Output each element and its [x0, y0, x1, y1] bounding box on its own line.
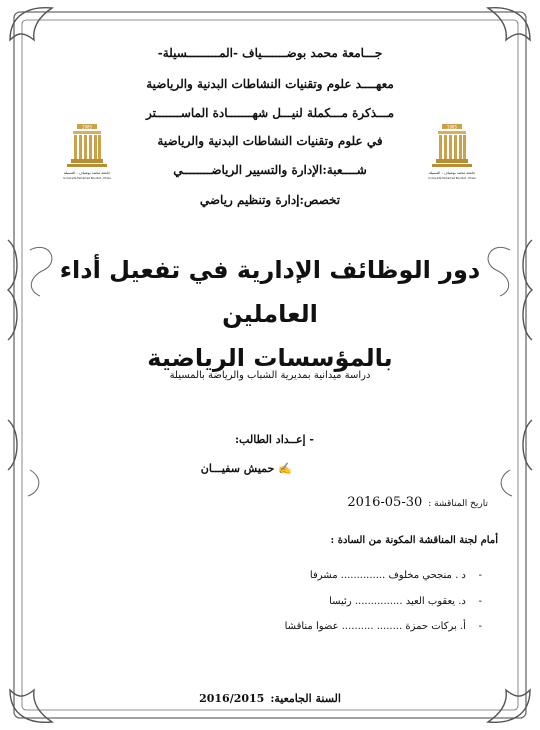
member-dots: ..............: [340, 570, 386, 581]
university-logo-left: [63, 122, 111, 188]
department-line: شــــعبة:الإدارة والتسيير الرياضــــــــي: [173, 163, 367, 177]
member-name: د. يعقوب العيد: [405, 596, 466, 607]
thesis-title-line-2: بالمؤسسات الرياضية: [147, 344, 393, 372]
study-subtitle: دراسة ميدانية بمديرية الشباب والرياضة بالمسيلة: [169, 370, 371, 381]
thesis-degree-line: مـــذكرة مـــكملة لنيـــل شهـــــــادة الماســـــــتر: [145, 106, 395, 120]
academic-year-value: 2016/2015: [199, 692, 265, 705]
member-role: مشرفا: [309, 570, 338, 581]
student-name: حميش سفيـــان: [200, 462, 275, 475]
specialty-line: تخصص:إدارة وتنظيم رياضي: [199, 193, 341, 207]
thesis-title-line-1: دور الوظائف الإدارية في تفعيل أداء العاملين: [59, 256, 481, 328]
svg-text:Université Mohamed Boudiaf - M: Université Mohamed Boudiaf - M'sila: [428, 177, 476, 180]
defense-date-value: 2016-05-30: [347, 495, 423, 510]
student-row: [201, 462, 292, 475]
svg-text:1985: 1985: [81, 124, 93, 130]
academic-year-row: [0, 692, 540, 705]
committee-heading: أمام لجنة المناقشة المكونة من السادة :: [330, 535, 498, 546]
thesis-field-line: في علوم وتقنيات النشاطات البدنية والرياضية: [157, 134, 383, 148]
member-dots: ...............: [354, 596, 403, 607]
committee-member: - أ. بركات حمزة ........ .......... عضوا مناقشا: [284, 621, 482, 632]
svg-text:جامعة محمد بوضياف - المسيلة: جامعة محمد بوضياف - المسيلة: [428, 171, 476, 175]
student-label: - إعــداد الطالب:: [234, 433, 314, 446]
thesis-title: [20, 248, 520, 380]
member-name: أ. بركات حمزة: [405, 621, 466, 632]
academic-year-label: السنة الجامعية:: [270, 692, 341, 705]
committee-member: - د. يعقوب العيد ............... رئيسا: [329, 596, 482, 607]
member-role: رئيسا: [329, 596, 352, 607]
defense-date-label: تاريخ المناقشة :: [428, 499, 488, 509]
svg-text:جامعة محمد بوضياف - المسيلة: جامعة محمد بوضياف - المسيلة: [63, 171, 111, 175]
university-logo-right: [428, 122, 476, 188]
defense-date-row: [347, 495, 488, 510]
pen-icon: ✍: [278, 462, 292, 475]
institute-name: معهــــد علوم وتقنيات النشاطات البدنية والرياضية: [146, 77, 394, 91]
svg-text:Université Mohamed Boudiaf - M: Université Mohamed Boudiaf - M'sila: [63, 177, 111, 180]
member-name: د . منجحي مخلوف: [388, 570, 466, 581]
member-dots: ........ ..........: [341, 621, 403, 632]
committee-member: - د . منجحي مخلوف .............. مشرفا: [309, 570, 482, 581]
svg-text:1985: 1985: [446, 124, 458, 130]
member-role: عضوا مناقشا: [284, 621, 339, 632]
university-name: جـــامعة محمد بوضـــــــياف -المـــــــــسيلة-: [157, 46, 383, 60]
